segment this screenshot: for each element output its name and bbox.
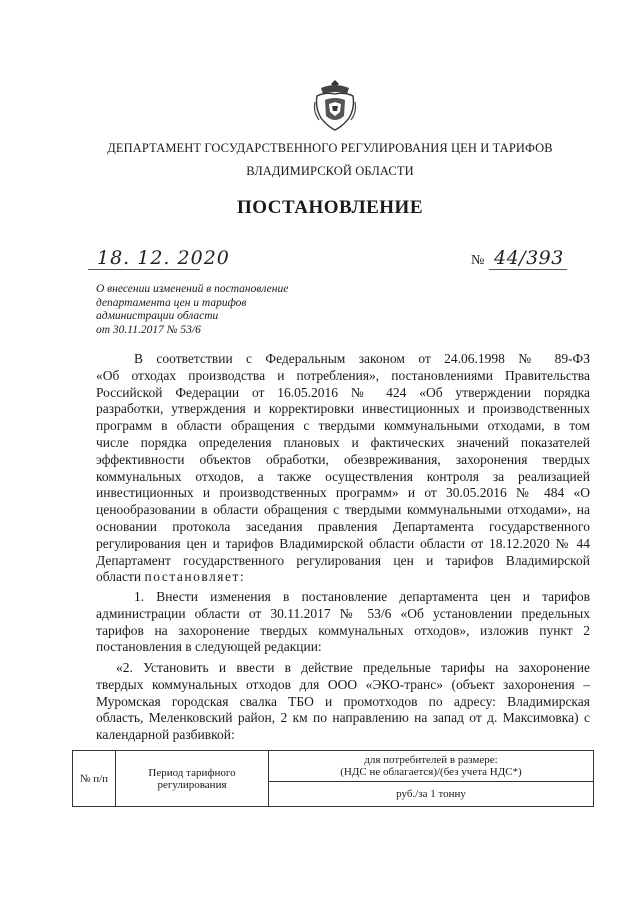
text-line: регулирования цен и тарифов Владимирской области области от 18.12.2020 № 44 (96, 535, 590, 551)
text-line: программ в области обращения с твердыми коммунальными отходами, в том (96, 418, 590, 434)
table-header-unit: руб./за 1 тонну (269, 782, 594, 807)
text-line: твердых коммунальных отходов для ООО «ЭКО-транс» (объект захоронения – (96, 676, 590, 692)
table-header-number: № п/п (73, 751, 116, 807)
tariff-table (72, 750, 594, 807)
text-line: числе порядка определения плановых и фактических значений показателей (96, 434, 590, 450)
table-row (73, 751, 594, 782)
text-line: Муромская городская свалка ТБО и промотходов по адресу: Владимирская (96, 693, 590, 709)
subject-line: от 30.11.2017 № 53/6 (96, 323, 201, 336)
text-line: постановления в следующей редакции: (96, 639, 322, 655)
document-number: 44/393 (494, 247, 564, 269)
text-line: основании протокола заседания правления Департамента государственного (96, 518, 590, 534)
text-line: календарной разбивкой: (96, 727, 235, 743)
department-name-line2: ВЛАДИМИРСКОЙ ОБЛАСТИ (246, 164, 414, 178)
subject-line: О внесении изменений в постановление (96, 283, 289, 295)
table-header-consumers (269, 751, 594, 782)
header-line: для потребителей в размере: (364, 754, 498, 766)
text-line: В соответствии с Федеральным законом от 24.06.1998 № 89-ФЗ (134, 351, 590, 366)
document-subject (96, 283, 356, 337)
table-header-period: Период тарифного регулирования (116, 751, 269, 807)
text-line: администрации области от 30.11.2017 № 53/6 «Об установлении предельных (96, 605, 590, 621)
date-underline (88, 269, 200, 270)
text-line: инвестиционных и производственных программ» и от 30.05.2016 № 484 «О (96, 485, 590, 501)
clause-2-paragraph (96, 660, 590, 744)
text-line: тарифов на захоронение твердых коммунальных отходов», изложив пункт 2 (96, 622, 590, 638)
document-date: 18. 12. 2020 (97, 247, 230, 269)
text-line: Российской Федерации от 16.05.2016 № 424 «Об утверждении порядка (96, 384, 590, 400)
text-line-final (96, 569, 590, 586)
coat-of-arms-icon (313, 78, 357, 132)
text-line: разработки, утверждения и корректировки инвестиционных и производственных (96, 401, 590, 417)
text-line: эффективности объектов обработки, обезвреживания, захоронения твердых (96, 451, 590, 467)
resolution-verb: постановляет: (144, 569, 246, 585)
text-fragment: области (96, 569, 142, 585)
text-line: «Об отходах производства и потребления», постановлениями Правительства (96, 367, 590, 383)
number-label: № (471, 253, 485, 268)
document-title: ПОСТАНОВЛЕНИЕ (236, 197, 424, 218)
text-line: «2. Установить и ввести в действие предельные тарифы на захоронение (116, 660, 590, 675)
clause-1-paragraph (96, 589, 590, 656)
subject-line: департамента цен и тарифов (96, 296, 247, 309)
subject-line: администрации области (96, 310, 219, 323)
text-line: коммунальных отходов, а также осуществления контроля за реализацией (96, 468, 590, 484)
text-line: область, Меленковский район, 2 км по направлению на запад от д. Максимовка) с (96, 710, 590, 726)
department-name-line1: ДЕПАРТАМЕНТ ГОСУДАРСТВЕННОГО РЕГУЛИРОВАНИЯ ЦЕН И ТАРИФОВ (107, 141, 553, 155)
number-underline (489, 269, 567, 270)
text-line: 1. Внести изменения в постановление департамента цен и тарифов (134, 589, 590, 604)
text-line: ценообразовании в области обращения с твердыми коммунальными отходами», на (96, 502, 590, 518)
text-line: Департамент государственного регулирования цен и тарифов Владимирской (96, 552, 590, 568)
preamble-paragraph (96, 351, 590, 586)
header-line: (НДС не облагается)/(без учета НДС*) (340, 766, 522, 778)
